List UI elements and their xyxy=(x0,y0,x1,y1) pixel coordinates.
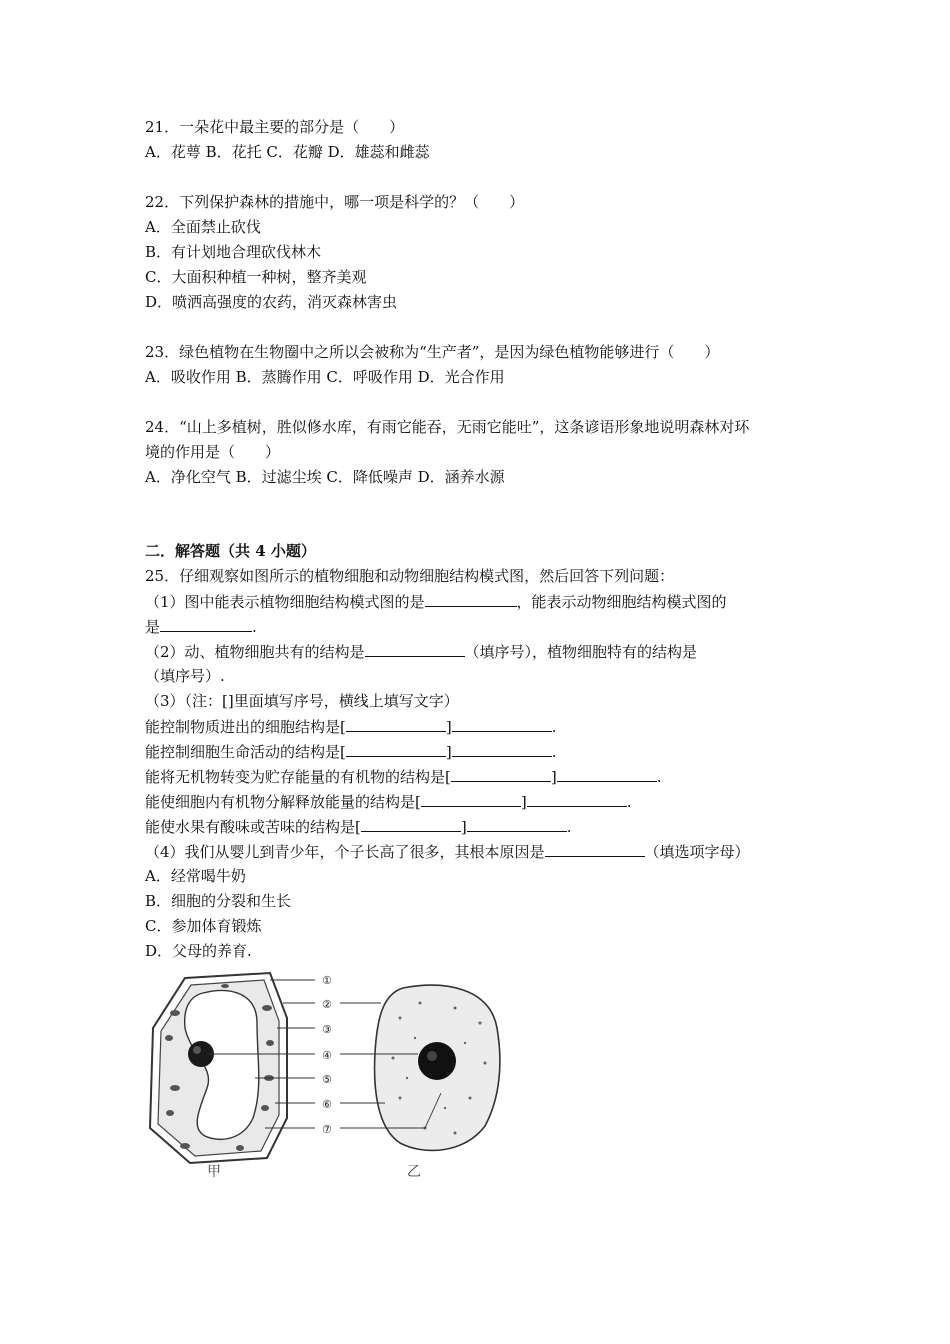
label-5: ⑤ xyxy=(322,1073,332,1086)
item-text: 能使水果有酸味或苦味的结构是 xyxy=(145,818,356,836)
number-blank[interactable] xyxy=(421,791,521,807)
label-2: ② xyxy=(322,998,332,1011)
q22-option-c: C．大面积种植一种树，整齐美观 xyxy=(145,268,367,286)
period: . xyxy=(551,743,557,761)
q23-stem: 23．绿色植物在生物圈中之所以会被称为“生产者”，是因为绿色植物能够进行（ ） xyxy=(145,343,720,361)
q25-option-a: A．经常喝牛奶 xyxy=(145,867,246,885)
text-blank[interactable] xyxy=(452,716,552,732)
bracket-open: [ xyxy=(445,768,451,786)
q25-option-c: C．参加体育锻炼 xyxy=(145,917,262,935)
q24-stem-line2: 境的作用是（ ） xyxy=(145,443,281,461)
animal-nucleus xyxy=(418,1042,456,1080)
q25-part3-item1 xyxy=(145,716,557,737)
bracket-open: [ xyxy=(340,718,346,736)
q25-part2-line1 xyxy=(145,641,697,662)
q22-option-b: B．有计划地合理砍伐林木 xyxy=(145,243,322,261)
q25-option-b: B．细胞的分裂和生长 xyxy=(145,892,292,910)
period: . xyxy=(566,818,572,836)
q25-part3-item2 xyxy=(145,741,557,762)
q21-options: A．花萼 B．花托 C．花瓣 D．雄蕊和雌蕊 xyxy=(145,143,430,161)
number-blank[interactable] xyxy=(361,816,461,832)
bracket-open: [ xyxy=(415,793,421,811)
label-1: ① xyxy=(322,974,332,987)
bracket-close: ] xyxy=(520,793,527,811)
bracket-open: [ xyxy=(355,818,361,836)
q24-options: A．净化空气 B．过滤尘埃 C．降低噪声 D．涵养水源 xyxy=(145,468,505,486)
nucleolus xyxy=(193,1046,201,1054)
animal-nucleolus xyxy=(427,1051,437,1061)
q25-part4 xyxy=(145,841,750,862)
q22-stem: 22．下列保护森林的措施中，哪一项是科学的？（ ） xyxy=(145,193,525,211)
number-blank[interactable] xyxy=(346,716,446,732)
q25-p2-text-b: （填序号），植物细胞特有的结构是 xyxy=(464,643,698,661)
caption-animal: 乙 xyxy=(407,1164,421,1180)
label-3: ③ xyxy=(322,1023,332,1036)
q22-option-a: A．全面禁止砍伐 xyxy=(145,218,261,236)
q25-part3-item5 xyxy=(145,816,572,837)
q23-options: A．吸收作用 B．蒸腾作用 C．呼吸作用 D．光合作用 xyxy=(145,368,505,386)
q25-p4-text-a: （4）我们从婴儿到青少年，个子长高了很多，其根本原因是 xyxy=(145,843,545,861)
period: . xyxy=(551,718,557,736)
answer-blank[interactable] xyxy=(365,641,465,657)
q25-p1-text-b: ，能表示动物细胞结构模式图的 xyxy=(516,593,727,611)
bracket-close: ] xyxy=(550,768,557,786)
structure-labels xyxy=(322,974,332,1136)
bracket-close: ] xyxy=(445,743,452,761)
q25-option-d: D．父母的养育. xyxy=(145,942,252,960)
cell-diagram xyxy=(145,968,515,1183)
q25-p2-text-a: （2）动、植物细胞共有的结构是 xyxy=(145,643,365,661)
bracket-open: [ xyxy=(340,743,346,761)
label-4: ④ xyxy=(322,1049,332,1062)
q25-p1-end: . xyxy=(252,618,257,636)
caption-plant: 甲 xyxy=(207,1164,221,1180)
answer-blank[interactable] xyxy=(425,591,517,607)
number-blank[interactable] xyxy=(346,741,446,757)
text-blank[interactable] xyxy=(557,766,657,782)
q25-p1-text-c: 是 xyxy=(145,618,161,636)
label-7: ⑦ xyxy=(322,1123,332,1136)
item-text: 能将无机物转变为贮存能量的有机物的结构是 xyxy=(145,768,446,786)
period: . xyxy=(656,768,662,786)
q25-part3-note: （3）（注：[]里面填写序号，横线上填写文字） xyxy=(145,692,459,710)
q25-part3-item4 xyxy=(145,791,632,812)
q25-p4-text-b: （填选项字母） xyxy=(644,843,750,861)
text-blank[interactable] xyxy=(467,816,567,832)
plant-cell xyxy=(150,973,315,1163)
text-blank[interactable] xyxy=(452,741,552,757)
answer-blank[interactable] xyxy=(545,841,645,857)
q25-p1-text-a: （1）图中能表示植物细胞结构模式图的是 xyxy=(145,593,425,611)
bracket-close: ] xyxy=(460,818,467,836)
section-heading: 二．解答题（共 4 小题） xyxy=(145,542,316,560)
q25-part3-item3 xyxy=(145,766,662,787)
q25-part1-line2 xyxy=(145,616,257,637)
q22-option-d: D．喷洒高强度的农药，消灭森林害虫 xyxy=(145,293,398,311)
label-6: ⑥ xyxy=(322,1098,332,1111)
number-blank[interactable] xyxy=(451,766,551,782)
q24-stem-line1: 24．“山上多植树，胜似修水库，有雨它能吞，无雨它能吐”，这条谚语形象地说明森林对环 xyxy=(145,418,750,436)
q25-part1-line1 xyxy=(145,591,727,612)
q21-stem: 21．一朵花中最主要的部分是（ ） xyxy=(145,118,405,136)
item-text: 能控制细胞生命活动的结构是 xyxy=(145,743,341,761)
period: . xyxy=(626,793,632,811)
animal-cell xyxy=(340,985,500,1150)
q25-part2-line2: （填序号）. xyxy=(145,667,225,685)
item-text: 能控制物质进出的细胞结构是 xyxy=(145,718,341,736)
bracket-close: ] xyxy=(445,718,452,736)
item-text: 能使细胞内有机物分解释放能量的结构是 xyxy=(145,793,416,811)
text-blank[interactable] xyxy=(527,791,627,807)
q25-stem: 25．仔细观察如图所示的植物细胞和动物细胞结构模式图，然后回答下列问题： xyxy=(145,567,675,585)
answer-blank[interactable] xyxy=(160,616,252,632)
